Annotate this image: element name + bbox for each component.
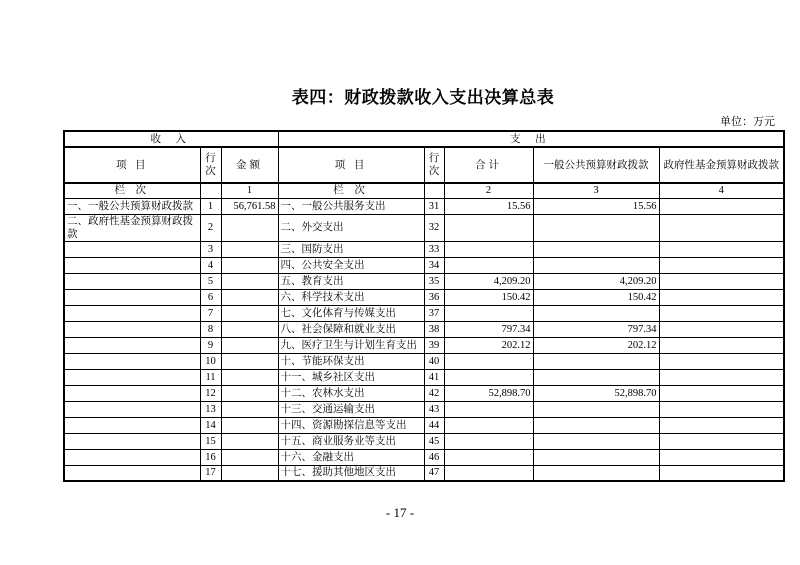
total-cell: 202.12 <box>444 337 533 353</box>
section-header-row <box>64 131 784 147</box>
govt-fund-cell <box>659 273 784 289</box>
income-rowno-cell: 9 <box>200 337 221 353</box>
expense-item-cell: 十三、交通运输支出 <box>278 401 424 417</box>
general-budget-cell <box>533 449 659 465</box>
expense-item-cell: 七、文化体育与传媒支出 <box>278 305 424 321</box>
income-item-cell <box>64 257 200 273</box>
expense-rowno-cell: 44 <box>424 417 444 433</box>
income-amount-cell <box>221 353 278 369</box>
col-header-income-amount: 金额 <box>221 147 278 183</box>
income-amount-cell <box>221 369 278 385</box>
lanci-income-rowno-blank <box>200 183 221 198</box>
income-item-cell <box>64 337 200 353</box>
income-item-cell <box>64 353 200 369</box>
budget-table <box>63 130 785 482</box>
income-rowno-cell: 2 <box>200 214 221 241</box>
govt-fund-cell <box>659 369 784 385</box>
income-rowno-cell: 15 <box>200 433 221 449</box>
govt-fund-cell <box>659 321 784 337</box>
expense-rowno-cell: 41 <box>424 369 444 385</box>
col-header-expense-item: 项 目 <box>278 147 424 183</box>
expense-rowno-cell: 33 <box>424 241 444 257</box>
lanci-income-amount-no: 1 <box>221 183 278 198</box>
income-rowno-cell: 10 <box>200 353 221 369</box>
expense-item-cell: 十五、商业服务业等支出 <box>278 433 424 449</box>
lanci-income-label: 栏 次 <box>64 183 200 198</box>
general-budget-cell: 4,209.20 <box>533 273 659 289</box>
total-cell <box>444 449 533 465</box>
income-item-cell: 一、一般公共预算财政拨款 <box>64 198 200 214</box>
expense-rowno-cell: 46 <box>424 449 444 465</box>
table-row <box>64 337 784 353</box>
govt-fund-cell <box>659 353 784 369</box>
income-rowno-cell: 16 <box>200 449 221 465</box>
lanci-general-no: 3 <box>533 183 659 198</box>
table-row <box>64 214 784 241</box>
income-rowno-cell: 5 <box>200 273 221 289</box>
total-cell: 797.34 <box>444 321 533 337</box>
expense-rowno-cell: 40 <box>424 353 444 369</box>
general-budget-cell <box>533 305 659 321</box>
income-item-cell <box>64 321 200 337</box>
income-amount-cell <box>221 465 278 481</box>
expense-item-cell: 一、一般公共服务支出 <box>278 198 424 214</box>
column-header-row <box>64 147 784 183</box>
govt-fund-cell <box>659 401 784 417</box>
general-budget-cell: 202.12 <box>533 337 659 353</box>
income-amount-cell <box>221 273 278 289</box>
income-item-cell <box>64 417 200 433</box>
col-header-total: 合计 <box>444 147 533 183</box>
expense-rowno-cell: 42 <box>424 385 444 401</box>
income-amount-cell <box>221 305 278 321</box>
income-item-cell <box>64 369 200 385</box>
total-cell <box>444 241 533 257</box>
expense-item-cell: 九、医疗卫生与计划生育支出 <box>278 337 424 353</box>
table-row <box>64 289 784 305</box>
page-title: 表四：财政拨款收入支出决算总表 <box>291 88 555 107</box>
expense-item-cell: 四、公共安全支出 <box>278 257 424 273</box>
total-cell: 15.56 <box>444 198 533 214</box>
table-row <box>64 417 784 433</box>
govt-fund-cell <box>659 449 784 465</box>
expense-item-cell: 十、节能环保支出 <box>278 353 424 369</box>
lanci-expense-label: 栏 次 <box>278 183 424 198</box>
general-budget-cell <box>533 417 659 433</box>
expense-rowno-cell: 31 <box>424 198 444 214</box>
expense-item-cell: 十六、金融支出 <box>278 449 424 465</box>
income-item-cell <box>64 401 200 417</box>
govt-fund-cell <box>659 433 784 449</box>
income-amount-cell <box>221 417 278 433</box>
total-cell <box>444 353 533 369</box>
page-number: - 17 - <box>385 505 415 520</box>
expense-rowno-cell: 39 <box>424 337 444 353</box>
govt-fund-cell <box>659 214 784 241</box>
income-rowno-cell: 1 <box>200 198 221 214</box>
income-amount-cell <box>221 449 278 465</box>
govt-fund-cell <box>659 337 784 353</box>
govt-fund-cell <box>659 257 784 273</box>
income-amount-cell: 56,761.58 <box>221 198 278 214</box>
general-budget-cell <box>533 353 659 369</box>
table-row <box>64 257 784 273</box>
section-header-income: 收 入 <box>64 131 278 147</box>
govt-fund-cell <box>659 465 784 481</box>
total-cell <box>444 433 533 449</box>
expense-item-cell: 八、社会保障和就业支出 <box>278 321 424 337</box>
col-header-expense-rowno: 行次 <box>424 147 444 183</box>
col-header-income-item: 项 目 <box>64 147 200 183</box>
general-budget-cell: 797.34 <box>533 321 659 337</box>
income-rowno-cell: 3 <box>200 241 221 257</box>
income-item-cell <box>64 289 200 305</box>
section-header-expense: 支 出 <box>278 131 784 147</box>
govt-fund-cell <box>659 417 784 433</box>
expense-item-cell: 二、外交支出 <box>278 214 424 241</box>
expense-item-cell: 十四、资源勘探信息等支出 <box>278 417 424 433</box>
income-item-cell <box>64 305 200 321</box>
income-rowno-cell: 13 <box>200 401 221 417</box>
total-cell <box>444 305 533 321</box>
general-budget-cell <box>533 214 659 241</box>
table-row <box>64 449 784 465</box>
income-amount-cell <box>221 401 278 417</box>
income-item-cell <box>64 465 200 481</box>
general-budget-cell <box>533 257 659 273</box>
income-amount-cell <box>221 433 278 449</box>
income-item-cell <box>64 385 200 401</box>
expense-item-cell: 六、科学技术支出 <box>278 289 424 305</box>
table-row <box>64 321 784 337</box>
lanci-expense-rowno-blank <box>424 183 444 198</box>
income-amount-cell <box>221 337 278 353</box>
income-item-cell <box>64 449 200 465</box>
total-cell <box>444 214 533 241</box>
lanci-fund-no: 4 <box>659 183 784 198</box>
income-rowno-cell: 6 <box>200 289 221 305</box>
income-amount-cell <box>221 214 278 241</box>
table-row <box>64 465 784 481</box>
govt-fund-cell <box>659 385 784 401</box>
expense-item-cell: 五、教育支出 <box>278 273 424 289</box>
expense-item-cell: 三、国防支出 <box>278 241 424 257</box>
expense-item-cell: 十二、农林水支出 <box>278 385 424 401</box>
col-header-govt-fund: 政府性基金预算财政拨款 <box>659 147 784 183</box>
income-item-cell <box>64 433 200 449</box>
expense-rowno-cell: 45 <box>424 433 444 449</box>
general-budget-cell: 15.56 <box>533 198 659 214</box>
unit-label: 单位：万元 <box>720 116 775 128</box>
income-rowno-cell: 11 <box>200 369 221 385</box>
income-amount-cell <box>221 321 278 337</box>
govt-fund-cell <box>659 289 784 305</box>
income-amount-cell <box>221 241 278 257</box>
total-cell: 52,898.70 <box>444 385 533 401</box>
table-row <box>64 385 784 401</box>
expense-rowno-cell: 43 <box>424 401 444 417</box>
govt-fund-cell <box>659 241 784 257</box>
expense-rowno-cell: 32 <box>424 214 444 241</box>
general-budget-cell: 52,898.70 <box>533 385 659 401</box>
table-row <box>64 305 784 321</box>
total-cell: 4,209.20 <box>444 273 533 289</box>
expense-item-cell: 十一、城乡社区支出 <box>278 369 424 385</box>
total-cell <box>444 401 533 417</box>
income-amount-cell <box>221 257 278 273</box>
income-rowno-cell: 4 <box>200 257 221 273</box>
income-amount-cell <box>221 385 278 401</box>
column-number-row <box>64 183 784 198</box>
col-header-general-budget: 一般公共预算财政拨款 <box>533 147 659 183</box>
income-item-cell <box>64 273 200 289</box>
income-amount-cell <box>221 289 278 305</box>
expense-rowno-cell: 36 <box>424 289 444 305</box>
table-row <box>64 273 784 289</box>
income-rowno-cell: 14 <box>200 417 221 433</box>
expense-rowno-cell: 38 <box>424 321 444 337</box>
table-row <box>64 401 784 417</box>
general-budget-cell <box>533 465 659 481</box>
govt-fund-cell <box>659 305 784 321</box>
table-row <box>64 433 784 449</box>
income-rowno-cell: 17 <box>200 465 221 481</box>
income-item-cell: 二、政府性基金预算财政拨款 <box>64 214 200 241</box>
income-rowno-cell: 8 <box>200 321 221 337</box>
total-cell <box>444 417 533 433</box>
general-budget-cell <box>533 241 659 257</box>
total-cell <box>444 465 533 481</box>
total-cell: 150.42 <box>444 289 533 305</box>
lanci-total-no: 2 <box>444 183 533 198</box>
total-cell <box>444 257 533 273</box>
govt-fund-cell <box>659 198 784 214</box>
income-item-cell <box>64 241 200 257</box>
table-row <box>64 241 784 257</box>
expense-item-cell: 十七、援助其他地区支出 <box>278 465 424 481</box>
expense-rowno-cell: 37 <box>424 305 444 321</box>
expense-rowno-cell: 34 <box>424 257 444 273</box>
col-header-income-rowno: 行次 <box>200 147 221 183</box>
table-row <box>64 198 784 214</box>
table-row <box>64 353 784 369</box>
general-budget-cell <box>533 401 659 417</box>
income-rowno-cell: 7 <box>200 305 221 321</box>
general-budget-cell <box>533 369 659 385</box>
expense-rowno-cell: 35 <box>424 273 444 289</box>
total-cell <box>444 369 533 385</box>
expense-rowno-cell: 47 <box>424 465 444 481</box>
general-budget-cell <box>533 433 659 449</box>
table-row <box>64 369 784 385</box>
general-budget-cell: 150.42 <box>533 289 659 305</box>
income-rowno-cell: 12 <box>200 385 221 401</box>
